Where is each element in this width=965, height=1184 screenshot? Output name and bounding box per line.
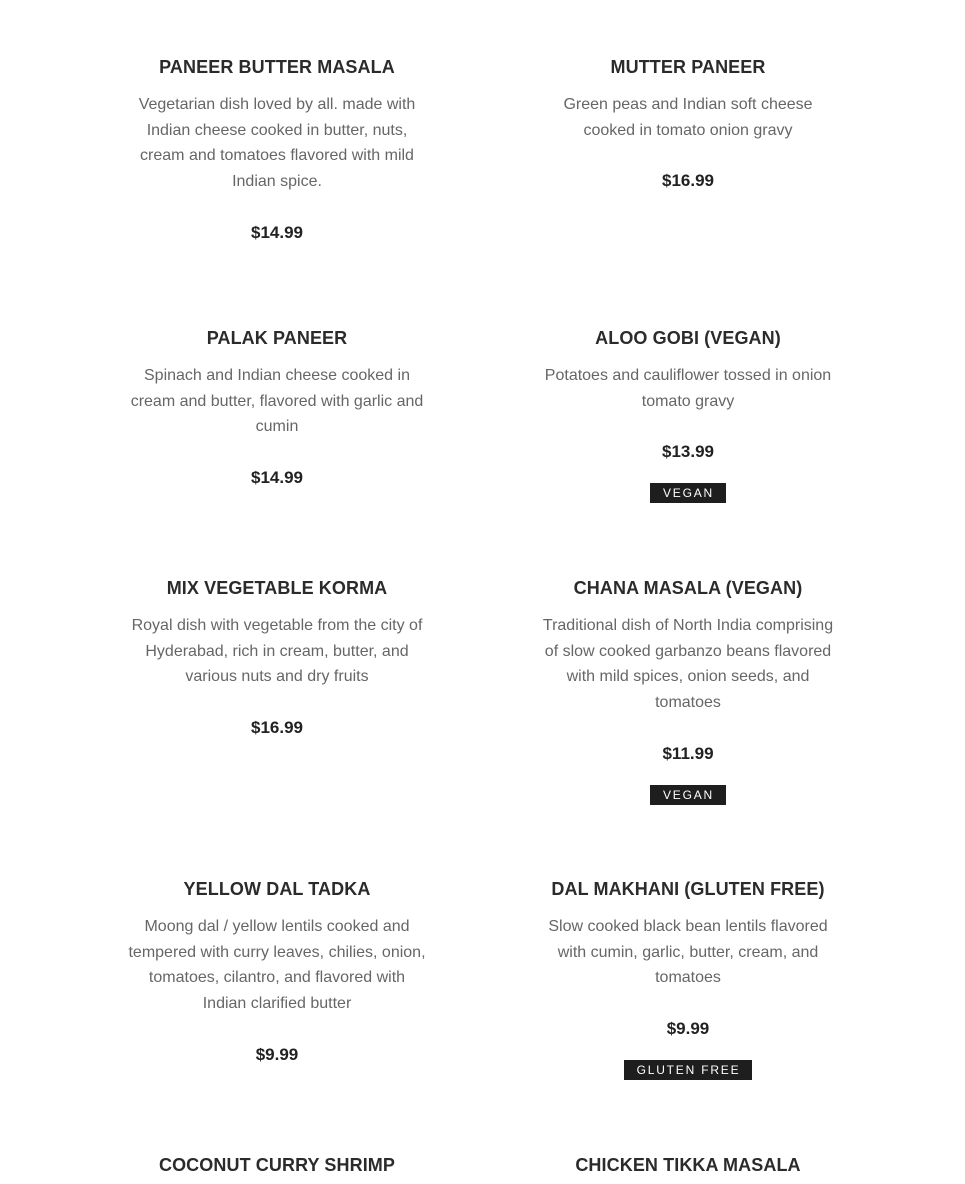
item-name: COCONUT CURRY SHRIMP — [158, 1155, 395, 1175]
item-price: $16.99 — [662, 171, 714, 191]
item-description: Vegetarian dish loved by all. made with Indian cheese cooked in butter, nuts, cream and tomatoes flavored with mild Indian spice. — [138, 96, 416, 191]
item-description: Traditional dish of North India comprising of slow cooked garbanzo beans flavored with mild spices, onion seeds, and tomatoes — [542, 617, 834, 712]
item-description: Potatoes and cauliflower tossed in onion tomato gravy — [544, 367, 832, 410]
menu-item-coconut-curry-shrimp — [127, 1154, 427, 1176]
item-name: MIX VEGETABLE KORMA — [166, 578, 388, 598]
item-description: Royal dish with vegetable from the city of Hyderabad, rich in cream, butter, and various nuts and dry fruits — [131, 617, 423, 686]
item-name: MUTTER PANEER — [610, 57, 766, 77]
item-description: Moong dal / yellow lentils cooked and tempered with curry leaves, chilies, onion, tomatoes, cilantro, and flavored with Indian clarified butter — [128, 918, 426, 1013]
menu-item-palak-paneer — [127, 327, 427, 489]
menu-item-mix-vegetable-korma — [127, 577, 427, 739]
item-price: $14.99 — [251, 468, 303, 488]
menu-item-dal-makhani — [538, 878, 838, 1080]
menu-item-aloo-gobi — [538, 327, 838, 503]
menu-item-paneer-butter-masala — [127, 56, 427, 244]
item-description: Green peas and Indian soft cheese cooked in tomato onion gravy — [563, 96, 813, 139]
menu-item-chicken-tikka-masala — [538, 1154, 838, 1176]
item-name: DAL MAKHANI (GLUTEN FREE) — [551, 879, 825, 899]
item-description: Spinach and Indian cheese cooked in cream and butter, flavored with garlic and cumin — [130, 367, 424, 436]
item-name: PANEER BUTTER MASALA — [159, 57, 395, 77]
menu-item-chana-masala — [538, 577, 838, 805]
menu-item-mutter-paneer — [538, 56, 838, 192]
vegan-badge: VEGAN — [650, 483, 726, 503]
item-name: CHANA MASALA (VEGAN) — [573, 578, 803, 598]
item-name: CHICKEN TIKKA MASALA — [575, 1155, 801, 1175]
item-price: $11.99 — [662, 743, 714, 763]
item-description: Slow cooked black bean lentils flavored with cumin, garlic, butter, cream, and tomatoes — [548, 918, 828, 987]
item-price: $9.99 — [666, 1019, 710, 1039]
vegan-badge: VEGAN — [650, 785, 726, 805]
item-price: $9.99 — [255, 1044, 299, 1064]
item-name: YELLOW DAL TADKA — [183, 879, 371, 899]
item-price: $13.99 — [662, 442, 714, 462]
menu-item-yellow-dal-tadka — [127, 878, 427, 1066]
gluten-free-badge: GLUTEN FREE — [624, 1060, 753, 1080]
item-price: $14.99 — [251, 222, 303, 242]
item-price: $16.99 — [251, 718, 303, 738]
item-name: PALAK PANEER — [206, 328, 348, 348]
item-name: ALOO GOBI (VEGAN) — [595, 328, 781, 348]
